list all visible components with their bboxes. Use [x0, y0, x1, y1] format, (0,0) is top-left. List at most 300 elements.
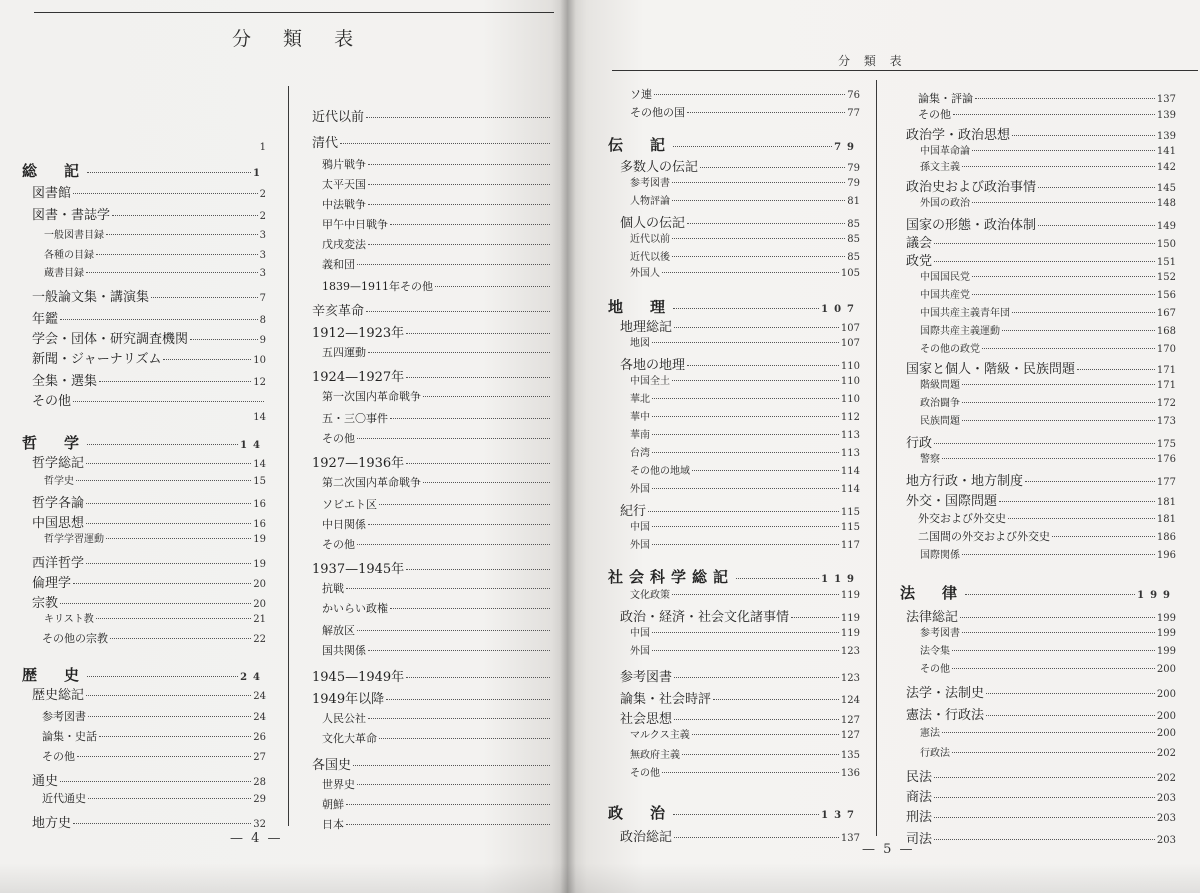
index-entry: [322, 580, 552, 596]
index-entry: [322, 776, 552, 792]
index-entry-label: 哲学総記: [32, 456, 85, 471]
index-entry-label: 1927—1936年: [312, 456, 405, 471]
leader-dots: [60, 781, 251, 782]
index-entry-label: 憲法: [920, 728, 940, 739]
leader-dots: [368, 244, 550, 245]
index-entry-label: 憲法・行政法: [906, 708, 985, 723]
index-entry: [312, 322, 552, 341]
leader-dots: [340, 143, 550, 144]
index-entry: [920, 450, 1176, 465]
leader-dots: [1052, 536, 1155, 537]
index-entry: [906, 704, 1176, 723]
index-entry-label: 1945—1949年: [312, 670, 405, 685]
leader-dots: [1002, 330, 1155, 331]
index-entry: [44, 226, 266, 241]
index-entry: [920, 268, 1176, 283]
index-entry: [32, 512, 266, 531]
index-entry: [630, 230, 860, 245]
leader-dots: [368, 164, 550, 165]
index-entry: [32, 770, 266, 789]
index-entry-label: 中法戦争: [322, 198, 366, 211]
index-entry-page: 199: [1156, 613, 1176, 624]
index-entry: [620, 606, 860, 625]
index-entry-label: 清代: [312, 136, 339, 151]
index-entry-page: 14: [240, 440, 266, 451]
index-entry-page: 29: [253, 794, 266, 805]
index-entry-label: 参考図書: [630, 178, 670, 189]
leader-dots: [151, 297, 258, 298]
index-entry-page: 151: [1156, 257, 1176, 268]
index-entry-page: 181: [1156, 497, 1176, 508]
index-entry: [620, 708, 860, 727]
leader-dots: [357, 438, 550, 439]
leader-dots: [942, 732, 1155, 733]
index-entry-label: 論集・評論: [918, 92, 973, 105]
index-entry-label: 戊戌変法: [322, 238, 366, 251]
index-entry-label: 法律総記: [906, 610, 959, 625]
index-entry-label: 孫文主義: [920, 162, 960, 173]
index-entry: [322, 388, 552, 404]
index-entry-label: 図書・書誌学: [32, 208, 111, 223]
index-entry-label: 地理総記: [620, 320, 673, 335]
index-entry: [312, 452, 552, 471]
index-entry-label: 五・三〇事件: [322, 412, 388, 425]
index-entry: [630, 624, 860, 639]
leader-dots: [652, 342, 839, 343]
index-entry-page: 12: [253, 377, 266, 388]
index-entry-label: 辛亥革命: [312, 304, 365, 319]
leader-dots: [435, 286, 550, 287]
index-entry: [322, 710, 552, 726]
index-entry: [44, 472, 266, 487]
index-entry: [44, 264, 266, 279]
leader-dots: [652, 398, 839, 399]
leader-dots: [366, 117, 550, 118]
leader-dots: [934, 261, 1155, 262]
index-entry-label: 外国の政治: [920, 198, 970, 209]
leader-dots: [1012, 135, 1155, 136]
leader-dots: [934, 817, 1155, 818]
index-entry: [906, 828, 1176, 847]
index-entry-page: 123: [840, 646, 860, 657]
index-entry: [920, 376, 1176, 391]
index-entry-label: 法 律: [900, 584, 964, 602]
index-entry-page: 107: [821, 304, 860, 315]
index-entry-label: 華中: [630, 412, 650, 423]
index-entry-label: 文化大革命: [322, 732, 377, 745]
index-entry-page: 114: [840, 484, 860, 495]
index-entry-label: 日本: [322, 818, 344, 831]
index-entry-label: 中日関係: [322, 518, 366, 531]
index-entry: [44, 610, 266, 625]
index-entry: [32, 572, 266, 591]
index-entry: [322, 156, 552, 172]
index-entry: [630, 174, 860, 189]
index-entry-page: 79: [847, 178, 860, 189]
index-entry: [906, 250, 1176, 269]
leader-dots: [96, 254, 258, 255]
index-entry: [920, 660, 1176, 675]
index-entry-page: 119: [840, 628, 860, 639]
leader-dots: [934, 797, 1155, 798]
index-entry: [906, 786, 1176, 805]
index-entry-label: 国共関係: [322, 644, 366, 657]
index-entry: [322, 176, 552, 192]
leader-dots: [934, 777, 1155, 778]
index-entry-page: 152: [1156, 272, 1176, 283]
index-entry: [906, 176, 1176, 195]
index-entry-page: 148: [1156, 198, 1176, 209]
index-entry-page: 22: [253, 634, 266, 645]
index-entry-label: 司法: [906, 832, 933, 847]
leader-dots: [423, 396, 550, 397]
leader-dots: [942, 458, 1155, 459]
leader-dots: [1077, 369, 1155, 370]
book-gutter: [560, 0, 576, 893]
leader-dots: [406, 569, 550, 570]
running-header: 分 類 表: [838, 54, 907, 68]
index-entry: [32, 552, 266, 571]
index-entry-page: 85: [847, 234, 860, 245]
index-entry-page: 119: [840, 590, 860, 601]
index-entry-page: 196: [1156, 550, 1176, 561]
index-entry-page: 20: [253, 579, 266, 590]
index-entry: [22, 432, 266, 453]
index-entry-label: 民族問題: [920, 416, 960, 427]
leader-dots: [652, 416, 839, 417]
index-entry-label: 近代以前: [630, 234, 670, 245]
index-entry: [312, 558, 552, 577]
index-entry: [620, 316, 860, 335]
leader-dots: [648, 511, 839, 512]
index-entry-label: 第二次国内革命戦争: [322, 476, 421, 489]
index-entry-label: 1912—1923年: [312, 326, 405, 341]
index-entry-label: 宗教: [32, 596, 59, 611]
leader-dots: [368, 650, 550, 651]
leader-dots: [366, 311, 550, 312]
index-entry-page: 79: [834, 142, 860, 153]
index-entry-label: 伝 記: [608, 136, 672, 154]
index-entry: [22, 664, 266, 685]
index-entry-label: ソビエト区: [322, 498, 377, 511]
index-entry: [312, 666, 552, 685]
index-entry: [906, 232, 1176, 251]
index-entry-label: 中国国民党: [920, 272, 970, 283]
leader-dots: [682, 754, 839, 755]
index-entry-label: 太平天国: [322, 178, 366, 191]
leader-dots: [368, 524, 550, 525]
index-entry: [42, 708, 266, 724]
index-entry-page: 200: [1156, 664, 1176, 675]
index-entry-label: 人民公社: [322, 712, 366, 725]
leader-dots: [112, 215, 258, 216]
index-entry-label: 1949年以降: [312, 692, 385, 707]
index-entry-label: 華南: [630, 430, 650, 441]
index-entry-label: 哲学学習運動: [44, 534, 104, 545]
leader-dots: [692, 734, 839, 735]
index-entry-page: 175: [1156, 439, 1176, 450]
index-entry-label: マルクス主義: [630, 730, 690, 741]
index-entry-label: 行政: [906, 436, 933, 451]
index-entry-page: 8: [259, 315, 266, 326]
index-entry: [620, 500, 860, 519]
leader-dots: [672, 238, 845, 239]
index-entry-label: 哲学史: [44, 476, 74, 487]
leader-dots: [673, 146, 832, 147]
index-entry: [322, 600, 552, 616]
leader-dots: [652, 488, 839, 489]
index-entry-label: ソ連: [630, 88, 652, 101]
index-entry-page: 107: [840, 338, 860, 349]
index-entry-page: 156: [1156, 290, 1176, 301]
leader-dots: [390, 224, 550, 225]
index-entry: [322, 278, 552, 294]
index-entry: [322, 256, 552, 272]
index-entry: [322, 536, 552, 552]
index-entry: [322, 730, 552, 746]
leader-dots: [386, 699, 550, 700]
index-entry: [630, 726, 860, 741]
index-entry: [630, 536, 860, 551]
index-entry: [920, 340, 1176, 355]
leader-dots: [106, 234, 258, 235]
index-entry-page: 136: [840, 768, 860, 779]
leader-dots: [972, 202, 1155, 203]
leader-dots: [60, 319, 258, 320]
index-entry-label: 民法: [906, 770, 933, 785]
index-entry: [32, 684, 266, 703]
index-entry: [630, 746, 860, 761]
top-rule: [34, 12, 554, 13]
index-entry-page: 115: [840, 522, 860, 533]
index-entry-label: 地図: [630, 338, 650, 349]
index-entry-page: 20: [253, 599, 266, 610]
index-entry: [630, 586, 860, 601]
index-entry-label: 政治闘争: [920, 398, 960, 409]
index-entry-label: 学会・団体・研究調査機関: [32, 332, 189, 347]
index-entry-label: 社会科学総記: [608, 568, 735, 586]
index-entry: [42, 630, 266, 646]
index-entry-page: 119: [821, 574, 860, 585]
index-entry-label: 1924—1927年: [312, 370, 405, 385]
leader-dots: [86, 563, 251, 564]
index-entry-label: 外国: [630, 484, 650, 495]
leader-dots: [368, 718, 550, 719]
index-entry: [312, 366, 552, 385]
index-entry-page: 202: [1156, 748, 1176, 759]
index-entry: [620, 156, 860, 175]
leader-dots: [972, 150, 1155, 151]
leader-dots: [687, 223, 845, 224]
index-entry-label: 華北: [630, 394, 650, 405]
index-entry: [920, 304, 1176, 319]
index-entry-label: 政治・経済・社会文化諸事情: [620, 610, 790, 625]
leader-dots: [357, 630, 550, 631]
index-entry-page: 119: [840, 613, 860, 624]
index-entry-page: 26: [253, 732, 266, 743]
leader-dots: [368, 352, 550, 353]
leader-dots: [791, 617, 839, 618]
leader-dots: [674, 677, 839, 678]
index-entry-label: 各種の目録: [44, 250, 94, 261]
column-divider: [876, 80, 877, 836]
leader-dots: [674, 327, 839, 328]
leader-dots: [662, 272, 839, 273]
index-entry: [918, 90, 1176, 106]
leader-dots: [60, 603, 251, 604]
index-entry-label: 抗戦: [322, 582, 344, 595]
index-entry-label: 新聞・ジャーナリズム: [32, 352, 162, 367]
index-entry-page: 168: [1156, 326, 1176, 337]
index-entry: [322, 196, 552, 212]
leader-dots: [346, 588, 550, 589]
index-entry: [322, 236, 552, 252]
index-entry-label: 外交および外交史: [918, 512, 1006, 525]
leader-dots: [972, 276, 1155, 277]
leader-dots: [1038, 187, 1155, 188]
index-entry: [630, 104, 860, 120]
leader-dots: [652, 632, 839, 633]
leader-dots: [76, 480, 251, 481]
leader-dots: [357, 264, 550, 265]
index-entry-page: 199: [1137, 590, 1176, 601]
index-entry-page: 171: [1156, 380, 1176, 391]
index-entry-label: 各地の地理: [620, 358, 686, 373]
index-entry: [32, 204, 266, 223]
index-entry: [32, 328, 266, 347]
index-entry-label: 参考図書: [920, 628, 960, 639]
index-entry-page: 16: [253, 499, 266, 510]
index-entry-label: 無政府主義: [630, 750, 680, 761]
index-entry-label: 歴史総記: [32, 688, 85, 703]
index-entry-label: 解放区: [322, 624, 355, 637]
index-entry: [620, 826, 860, 845]
index-entry: [906, 606, 1176, 625]
leader-dots: [86, 503, 251, 504]
index-entry: [920, 142, 1176, 157]
index-entry-label: 各国史: [312, 758, 352, 773]
page-title: 分 類 表: [232, 28, 367, 50]
leader-dots: [99, 736, 251, 737]
index-entry-label: 朝鮮: [322, 798, 344, 811]
index-entry: [920, 286, 1176, 301]
index-entry: [630, 372, 860, 387]
leader-dots: [406, 333, 550, 334]
index-entry: [312, 688, 552, 707]
index-entry-page: 171: [1156, 365, 1176, 376]
index-entry-label: 地方行政・地方制度: [906, 474, 1024, 489]
index-entry: [322, 430, 552, 446]
index-entry-label: 哲学各論: [32, 496, 85, 511]
index-entry-label: 総 記: [22, 162, 86, 180]
leader-dots: [674, 719, 839, 720]
index-entry-label: 甲午中日戦争: [322, 218, 388, 231]
index-entry-page: 124: [840, 695, 860, 706]
index-entry-label: 第一次国内革命戦争: [322, 390, 421, 403]
index-entry-page: 199: [1156, 628, 1176, 639]
index-entry-page: 123: [840, 673, 860, 684]
leader-dots: [654, 94, 845, 95]
leader-dots: [692, 470, 839, 471]
index-entry-label: 年鑑: [32, 312, 59, 327]
leader-dots: [423, 482, 550, 483]
index-entry: [906, 358, 1176, 377]
index-entry-label: 近代以後: [630, 252, 670, 263]
index-entry: [608, 802, 860, 823]
index-entry-label: 哲 学: [22, 434, 86, 452]
index-entry: [608, 134, 860, 155]
leader-dots: [652, 452, 839, 453]
index-entry-page: 149: [1156, 221, 1176, 232]
index-entry-label: 鴉片戦争: [322, 158, 366, 171]
index-entry: [322, 516, 552, 532]
index-entry-page: 85: [847, 219, 860, 230]
leader-dots: [962, 632, 1155, 633]
index-entry: [322, 474, 552, 490]
index-entry-label: 一般図書目録: [44, 230, 104, 241]
index-entry-page: 139: [1156, 131, 1176, 142]
index-entry-page: 145: [1156, 183, 1176, 194]
index-entry: [630, 192, 860, 207]
page-shadow: [568, 863, 1200, 893]
index-entry: [920, 642, 1176, 657]
leader-dots: [406, 377, 550, 378]
index-entry: [630, 642, 860, 657]
leader-dots: [962, 384, 1155, 385]
index-entry-page: 110: [840, 376, 860, 387]
index-entry-label: その他: [32, 394, 72, 409]
leader-dots: [346, 804, 550, 805]
index-entry-page: 105: [840, 268, 860, 279]
index-entry-label: 国際共産主義運動: [920, 326, 1000, 337]
index-entry-page: 7: [259, 293, 266, 304]
leader-dots: [934, 839, 1155, 840]
index-entry-label: その他の政党: [920, 344, 980, 355]
leader-dots: [379, 738, 550, 739]
index-entry-label: 1839—1911年その他: [322, 280, 433, 293]
index-entry: [42, 748, 266, 764]
leader-dots: [672, 182, 845, 183]
index-entry: [630, 518, 860, 533]
index-entry-page: 117: [840, 540, 860, 551]
index-entry-page: 110: [840, 394, 860, 405]
index-entry-page: 203: [1156, 835, 1176, 846]
leader-dots: [87, 172, 251, 173]
leader-dots: [962, 166, 1155, 167]
leader-dots: [1012, 312, 1155, 313]
index-entry-page: 24: [253, 691, 266, 702]
index-entry-label: その他: [918, 108, 951, 121]
index-entry-label: その他の地域: [630, 466, 690, 477]
leader-dots: [672, 380, 839, 381]
index-entry-page: 110: [840, 361, 860, 372]
index-entry: [630, 248, 860, 263]
index-entry: [32, 812, 266, 831]
leader-dots: [1038, 225, 1155, 226]
index-entry-label: 階級問題: [920, 380, 960, 391]
index-entry: [906, 490, 1176, 509]
index-entry: [322, 344, 552, 360]
index-entry-page: 19: [253, 559, 266, 570]
leader-dots: [674, 837, 839, 838]
index-entry-label: 台湾: [630, 448, 650, 459]
index-entry-label: 義和団: [322, 258, 355, 271]
index-entry-label: 1937—1945年: [312, 562, 405, 577]
index-entry-page: 137: [1156, 94, 1176, 105]
leader-dots: [662, 772, 839, 773]
index-entry: [630, 480, 860, 495]
index-entry-page: 107: [840, 323, 860, 334]
